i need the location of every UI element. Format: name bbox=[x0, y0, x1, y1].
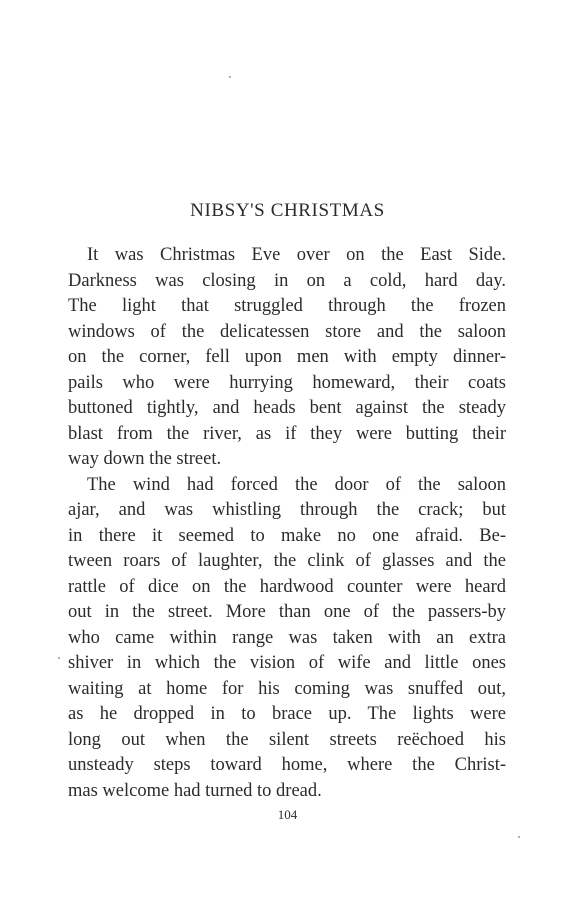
text-line: in there it seemed to make no one afraid. Be- bbox=[68, 525, 506, 546]
text-line: unsteady steps toward home, where the Christ- bbox=[68, 755, 506, 775]
text-line: blast from the river, as if they were butting their bbox=[68, 423, 506, 444]
paper-speck bbox=[229, 76, 231, 78]
paper-speck bbox=[518, 836, 520, 838]
text-line: rattle of dice on the hardwood counter were heard bbox=[68, 576, 506, 597]
text-line: The wind had forced the door of the saloon bbox=[87, 474, 506, 495]
text-line: ajar, and was whistling through the crack; but bbox=[68, 500, 506, 520]
text-line: pails who were hurrying homeward, their coats bbox=[68, 372, 506, 393]
chapter-title: NIBSY'S CHRISTMAS bbox=[190, 200, 385, 221]
text-line: tween roars of laughter, the clink of glasses and the bbox=[68, 551, 506, 571]
text-line: on the corner, fell upon men with empty dinner- bbox=[68, 347, 506, 367]
text-line: as he dropped in to brace up. The lights were bbox=[68, 704, 506, 724]
text-line: waiting at home for his coming was snuffed out, bbox=[68, 678, 506, 699]
text-line: out in the street. More than one of the passers-by bbox=[68, 602, 506, 622]
text-line: long out when the silent streets reëchoed his bbox=[68, 729, 506, 750]
text-line: It was Christmas Eve over on the East Side. bbox=[87, 245, 506, 265]
body-text bbox=[68, 243, 506, 804]
text-line: way down the street. bbox=[68, 449, 222, 469]
text-line: shiver in which the vision of wife and little ones bbox=[68, 653, 506, 673]
text-line: The light that struggled through the frozen bbox=[68, 296, 506, 316]
text-line: who came within range was taken with an extra bbox=[68, 627, 506, 648]
text-line: mas welcome had turned to dread. bbox=[68, 780, 322, 801]
page-number: 104 bbox=[277, 807, 298, 822]
text-line: buttoned tightly, and heads bent against the steady bbox=[68, 398, 506, 418]
paper-speck bbox=[58, 657, 60, 659]
text-line: Darkness was closing in on a cold, hard day. bbox=[68, 270, 506, 291]
text-line: windows of the delicatessen store and the saloon bbox=[68, 321, 506, 342]
